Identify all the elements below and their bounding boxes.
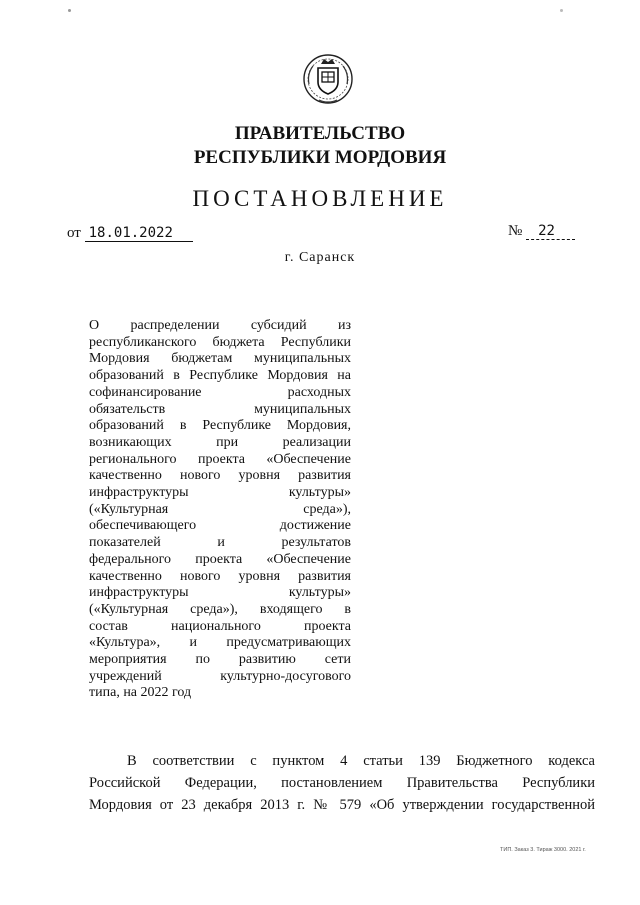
government-title-line2: РЕСПУБЛИКИ МОРДОВИЯ — [193, 147, 447, 168]
document-subject — [89, 318, 351, 702]
subject-line: учреждений культурно-досугового — [89, 668, 351, 684]
subject-line: регионального проекта «Обеспечение — [89, 451, 351, 467]
city-label: г. Саранск — [284, 250, 356, 265]
date-prefix: от — [67, 225, 81, 241]
print-footer: ТИП. Заказ 3. Тираж 3000. 2021 г. — [500, 847, 586, 853]
body-paragraph — [89, 750, 595, 816]
subject-line: показателей и результатов — [89, 535, 351, 551]
document-type-heading: ПОСТАНОВЛЕНИЕ — [192, 186, 448, 211]
document-date — [67, 225, 193, 242]
subject-line: федерального проекта «Обеспечение — [89, 551, 351, 567]
subject-line: «Культура», и предусматривающих — [89, 635, 351, 651]
subject-line: («Культурная среда»), — [89, 501, 351, 517]
subject-line: софинансирование расходных — [89, 384, 351, 400]
subject-line: Мордовия бюджетам муниципальных — [89, 351, 351, 367]
document-number — [508, 223, 575, 240]
government-title-line1: ПРАВИТЕЛЬСТВО — [234, 123, 406, 144]
scan-mark — [68, 9, 71, 12]
subject-line: инфраструктуры культуры» — [89, 585, 351, 601]
subject-line: возникающих при реализации — [89, 434, 351, 450]
coat-of-arms-icon — [299, 48, 357, 106]
number-prefix: № — [508, 223, 523, 239]
body-line: Мордовия от 23 декабря 2013 г. № 579 «Об утверждении государственной — [89, 797, 595, 813]
subject-line: качественно нового уровня развития — [89, 568, 351, 584]
subject-line: («Культурная среда»), входящего в — [89, 601, 351, 617]
subject-line: обеспечивающего достижение — [89, 518, 351, 534]
body-line: В соответствии с пунктом 4 статьи 139 Бюджетного кодекса — [127, 753, 595, 769]
subject-line: инфраструктуры культуры» — [89, 485, 351, 501]
subject-line: мероприятия по развитию сети — [89, 652, 351, 668]
date-value: 18.01.2022 — [85, 225, 193, 242]
subject-line: О распределении субсидий из — [89, 318, 351, 333]
subject-line: обязательств муниципальных — [89, 401, 351, 417]
subject-line: типа, на 2022 год — [89, 685, 192, 701]
subject-line: образований в Республике Мордовия на — [89, 368, 351, 384]
subject-line: образований в Республике Мордовия, — [89, 418, 351, 434]
subject-line: качественно нового уровня развития — [89, 468, 351, 484]
scan-mark — [560, 9, 563, 12]
subject-line: республиканского бюджета Республики — [89, 334, 351, 350]
subject-line: состав национального проекта — [89, 618, 351, 634]
body-line: Российской Федерации, постановлением Правительства Республики — [89, 775, 595, 791]
number-value: 22 — [526, 223, 575, 240]
